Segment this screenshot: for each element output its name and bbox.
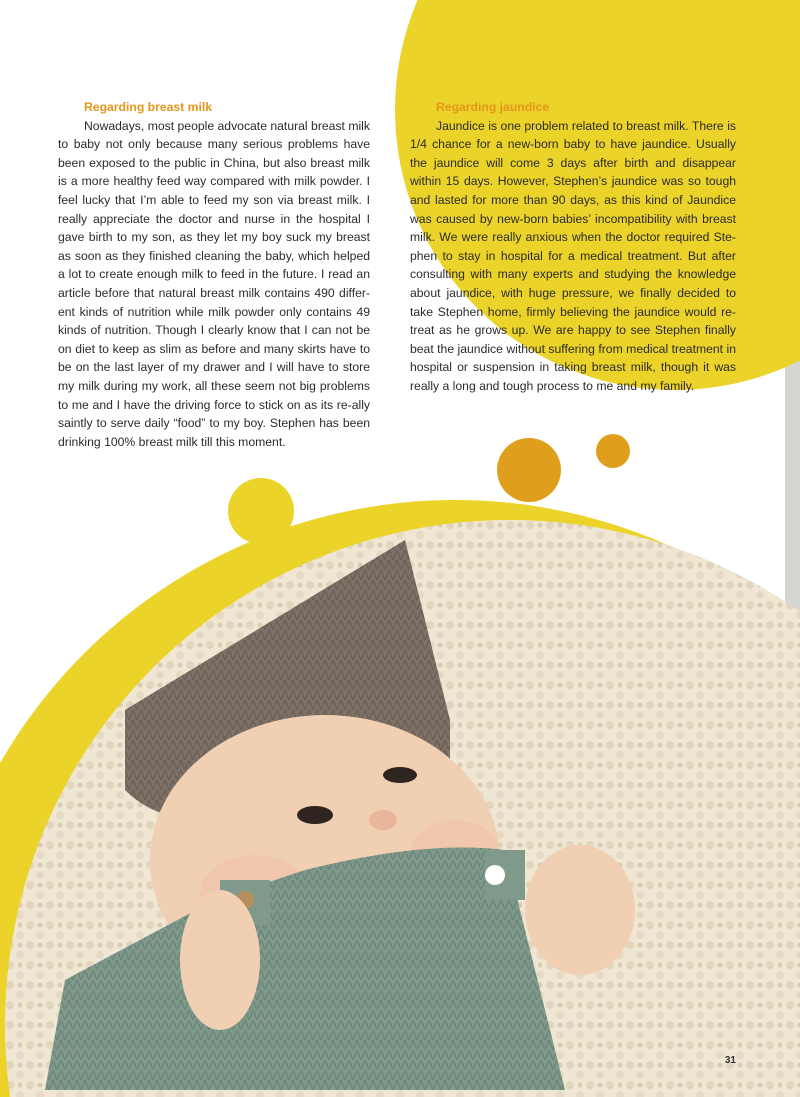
baby-photo-illustration (5, 520, 800, 1097)
heading-breast-milk: Regarding breast milk (84, 100, 213, 114)
decorative-orange-dot-large (497, 438, 561, 502)
article-column-jaundice (410, 98, 736, 396)
baby-photo (5, 520, 800, 1097)
page-number: 31 (724, 1055, 736, 1066)
decorative-yellow-small-circle (228, 478, 294, 544)
decorative-orange-dot-small (596, 434, 630, 468)
paragraph-breast-milk: Nowadays, most people advocate natural breast milk to baby not only because many serious problems have been exposed to the public in China, but also breast milk is a more healthy feed way compared with milk powder. I feel lucky that I’m able to feed my son via breast milk. I really appreciate the doctor and nurse in the hospital I gave birth to my son, as they let my boy suck my breast as soon as they finished cleaning the baby, which helped a lot to create enough milk to feed in the future. I read an article before that natural breast milk contains 490 differ-ent kinds of nutrition while milk powder only contains 49 kinds of nutrition. Though I clearly know that I can not be on diet to keep as slim as before and many skirts have to be on the last layer of my drawer and I will have to store my milk during my work, all these seem not big problems to me and I have the driving force to stick on as its re-ally saintly to serve daily “food” to my boy. Stephen has been drinking 100% breast milk till this moment. (58, 118, 370, 449)
heading-jaundice: Regarding jaundice (436, 100, 550, 114)
paragraph-jaundice: Jaundice is one problem related to breast milk. There is 1/4 chance for a new-born baby to have jaundice. Usually the jaundice will come 3 days after birth and disappear within 15 days. However, Stephen’s jaundice was so tough and lasted for more than 90 days, as this kind of Jaundice was caused by new-born babies’ incompatibility with breast milk. We were really anxious when the doctor required Ste-phen to stay in hospital for a medical treatment. But after consulting with many experts and studying the knowledge about jaundice, with huge pressure, we finally decided to take Stephen home, firmly believing the jaundice would re-treat as he grows up. We are happy to see Stephen finally beat the jaundice without suffering from medical treatment in hospital or suspension in taking breast milk, though it was really a long and tough process to me and my family. (410, 118, 736, 393)
article-column-breast-milk (58, 98, 370, 451)
